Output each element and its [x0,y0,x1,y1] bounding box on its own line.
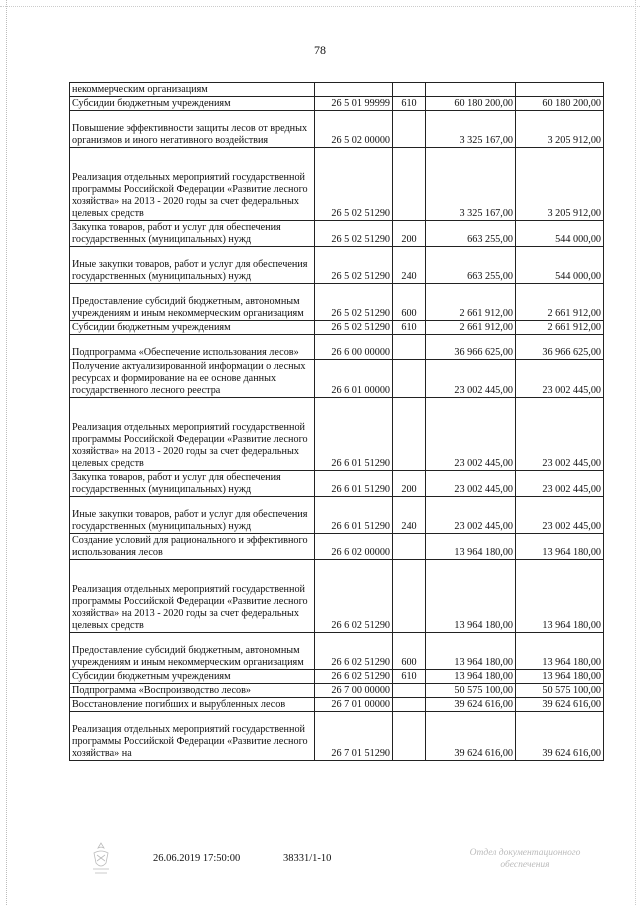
table-row [70,97,604,111]
row-expense-type-cell [393,148,426,221]
row-expense-type-cell: 200 [393,221,426,247]
row-amount-2019-cell: 2 661 912,00 [426,321,516,335]
row-amount-2019-cell: 39 624 616,00 [426,712,516,761]
row-name-cell: Реализация отдельных мероприятий государственной программы Российской Федерации «Развитие лесного хозяйства» на 2013 - 2020 годы за счет федеральных целевых средств [70,398,315,471]
row-name-cell: Создание условий для рационального и эффективного использования лесов [70,534,315,560]
row-expense-type-cell: 200 [393,471,426,497]
row-amount-2019-cell: 36 966 625,00 [426,335,516,360]
table-row [70,111,604,148]
row-expense-type-cell [393,111,426,148]
table-row [70,83,604,97]
row-code-cell: 26 6 02 00000 [315,534,393,560]
row-amount-2020-cell: 544 000,00 [516,247,604,284]
row-name-cell: Подпрограмма «Обеспечение использования лесов» [70,335,315,360]
table-row [70,684,604,698]
table-row [70,148,604,221]
left-margin-rule [6,0,7,905]
row-amount-2019-cell: 50 575 100,00 [426,684,516,698]
table-row [70,698,604,712]
row-expense-type-cell [393,698,426,712]
row-amount-2020-cell: 23 002 445,00 [516,360,604,398]
row-amount-2020-cell: 39 624 616,00 [516,712,604,761]
table-row [70,284,604,321]
row-amount-2020-cell [516,83,604,97]
row-name-cell: Закупка товаров, работ и услуг для обеспечения государственных (муниципальных) нужд [70,471,315,497]
row-amount-2019-cell: 3 325 167,00 [426,148,516,221]
row-code-cell: 26 5 02 51290 [315,284,393,321]
table-row [70,321,604,335]
row-amount-2020-cell: 23 002 445,00 [516,471,604,497]
row-expense-type-cell: 600 [393,284,426,321]
row-amount-2019-cell: 13 964 180,00 [426,560,516,633]
row-expense-type-cell: 610 [393,670,426,684]
row-code-cell: 26 6 02 51290 [315,633,393,670]
table-row [70,534,604,560]
department-stamp: Отдел документационного обеспечения [469,848,581,870]
row-name-cell: Субсидии бюджетным учреждениям [70,97,315,111]
row-code-cell: 26 6 01 00000 [315,360,393,398]
row-amount-2020-cell: 13 964 180,00 [516,670,604,684]
row-code-cell: 26 5 01 99999 [315,97,393,111]
row-amount-2019-cell: 3 325 167,00 [426,111,516,148]
table-row [70,360,604,398]
row-amount-2019-cell: 23 002 445,00 [426,471,516,497]
row-name-cell: Реализация отдельных мероприятий государственной программы Российской Федерации «Развитие лесного хозяйства» на 2013 - 2020 годы за счет федеральных целевых средств [70,560,315,633]
table-row [70,247,604,284]
table-row [70,335,604,360]
row-amount-2019-cell: 39 624 616,00 [426,698,516,712]
row-name-cell: Подпрограмма «Воспроизводство лесов» [70,684,315,698]
row-code-cell: 26 5 02 51290 [315,221,393,247]
row-name-cell: Закупка товаров, работ и услуг для обеспечения государственных (муниципальных) нужд [70,221,315,247]
table-row [70,398,604,471]
row-name-cell: Повышение эффективности защиты лесов от вредных организмов и иного негативного воздействия [70,111,315,148]
row-amount-2019-cell: 13 964 180,00 [426,670,516,684]
table-row [70,560,604,633]
row-expense-type-cell: 600 [393,633,426,670]
table-row [70,471,604,497]
row-amount-2020-cell: 13 964 180,00 [516,633,604,670]
row-expense-type-cell [393,398,426,471]
row-amount-2020-cell: 23 002 445,00 [516,398,604,471]
row-amount-2020-cell: 39 624 616,00 [516,698,604,712]
row-amount-2020-cell: 544 000,00 [516,221,604,247]
row-name-cell: Предоставление субсидий бюджетным, автономным учреждениям и иным некоммерческим организациям [70,284,315,321]
row-amount-2020-cell: 3 205 912,00 [516,111,604,148]
row-code-cell: 26 6 00 00000 [315,335,393,360]
row-name-cell: Иные закупки товаров, работ и услуг для обеспечения государственных (муниципальных) нужд [70,497,315,534]
row-code-cell: 26 5 02 00000 [315,111,393,148]
table-row [70,633,604,670]
row-name-cell: некоммерческим организациям [70,83,315,97]
top-dotted-rule [0,6,640,7]
row-code-cell: 26 7 01 51290 [315,712,393,761]
row-amount-2019-cell: 663 255,00 [426,221,516,247]
row-code-cell: 26 7 01 00000 [315,698,393,712]
row-expense-type-cell: 240 [393,497,426,534]
row-amount-2019-cell: 60 180 200,00 [426,97,516,111]
row-expense-type-cell [393,534,426,560]
row-expense-type-cell [393,83,426,97]
table-row [70,221,604,247]
row-amount-2020-cell: 2 661 912,00 [516,321,604,335]
table-row [70,712,604,761]
coat-of-arms-emblem-icon [90,839,112,879]
budget-table-body [70,83,604,761]
row-name-cell: Реализация отдельных мероприятий государственной программы Российской Федерации «Развитие лесного хозяйства» на [70,712,315,761]
row-expense-type-cell: 610 [393,97,426,111]
row-code-cell: 26 6 02 51290 [315,670,393,684]
row-amount-2020-cell: 2 661 912,00 [516,284,604,321]
page-number: 78 [314,43,326,57]
table-row [70,497,604,534]
row-name-cell: Реализация отдельных мероприятий государственной программы Российской Федерации «Развитие лесного хозяйства» на 2013 - 2020 годы за счет федеральных целевых средств [70,148,315,221]
row-amount-2019-cell: 23 002 445,00 [426,497,516,534]
row-code-cell: 26 5 02 51290 [315,321,393,335]
row-name-cell: Субсидии бюджетным учреждениям [70,670,315,684]
row-code-cell: 26 6 01 51290 [315,497,393,534]
row-name-cell: Иные закупки товаров, работ и услуг для обеспечения государственных (муниципальных) нужд [70,247,315,284]
row-code-cell: 26 6 02 51290 [315,560,393,633]
row-amount-2019-cell: 13 964 180,00 [426,633,516,670]
row-amount-2019-cell: 13 964 180,00 [426,534,516,560]
row-amount-2020-cell: 3 205 912,00 [516,148,604,221]
row-amount-2020-cell: 13 964 180,00 [516,534,604,560]
row-expense-type-cell [393,335,426,360]
row-expense-type-cell [393,684,426,698]
row-name-cell: Предоставление субсидий бюджетным, автономным учреждениям и иным некоммерческим организациям [70,633,315,670]
row-amount-2020-cell: 23 002 445,00 [516,497,604,534]
row-code-cell: 26 5 02 51290 [315,148,393,221]
footer-datetime: 26.06.2019 17:50:00 [153,853,241,864]
table-row [70,670,604,684]
row-amount-2020-cell: 13 964 180,00 [516,560,604,633]
row-expense-type-cell: 240 [393,247,426,284]
row-name-cell: Восстановление погибших и вырубленных лесов [70,698,315,712]
row-amount-2020-cell: 36 966 625,00 [516,335,604,360]
row-expense-type-cell [393,560,426,633]
row-expense-type-cell [393,712,426,761]
row-code-cell: 26 6 01 51290 [315,471,393,497]
row-amount-2019-cell: 663 255,00 [426,247,516,284]
row-expense-type-cell [393,360,426,398]
row-code-cell: 26 6 01 51290 [315,398,393,471]
row-amount-2019-cell: 23 002 445,00 [426,398,516,471]
right-margin-rule [635,0,636,905]
row-amount-2019-cell [426,83,516,97]
row-amount-2019-cell: 23 002 445,00 [426,360,516,398]
row-name-cell: Субсидии бюджетным учреждениям [70,321,315,335]
row-code-cell: 26 7 00 00000 [315,684,393,698]
footer-document-number: 38331/1-10 [283,853,332,864]
row-code-cell [315,83,393,97]
row-code-cell: 26 5 02 51290 [315,247,393,284]
budget-table [69,82,604,761]
row-name-cell: Получение актуализированной информации о лесных ресурсах и формирование на ее основе данных государственного лесного реестра [70,360,315,398]
row-amount-2019-cell: 2 661 912,00 [426,284,516,321]
row-expense-type-cell: 610 [393,321,426,335]
row-amount-2020-cell: 60 180 200,00 [516,97,604,111]
row-amount-2020-cell: 50 575 100,00 [516,684,604,698]
